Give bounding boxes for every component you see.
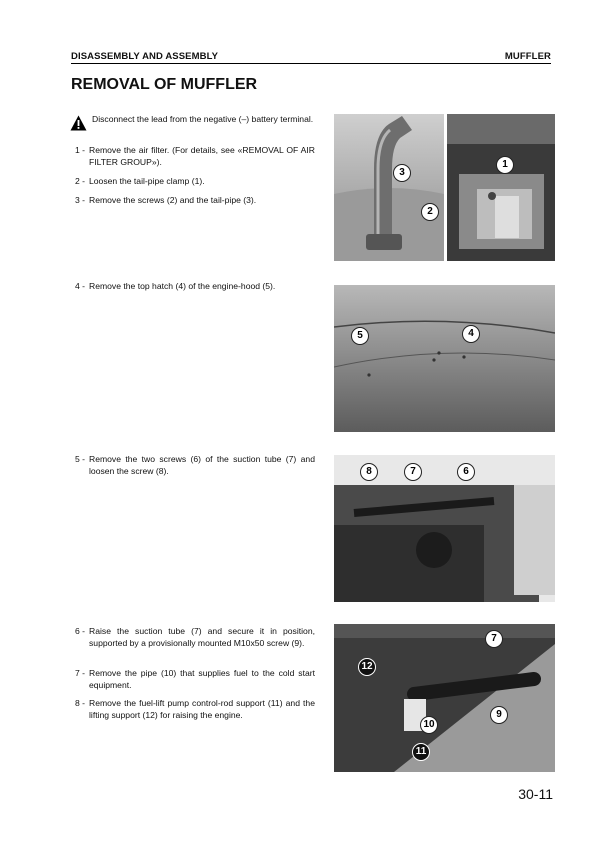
page-title: REMOVAL OF MUFFLER — [71, 76, 258, 93]
header-chapter-title: MUFFLER — [504, 51, 551, 62]
step-1 — [75, 145, 315, 168]
callout-4: 4 — [462, 325, 480, 343]
callout-3: 3 — [393, 164, 411, 182]
page-number: 30-11 — [518, 786, 553, 802]
callout-11: 11 — [412, 743, 430, 761]
step-text: Remove the top hatch (4) of the engine-hood (5). — [89, 281, 276, 291]
step-number: 5 - — [75, 454, 86, 464]
step-number: 4 - — [75, 281, 86, 291]
photo-fuel-lift-pump — [334, 624, 555, 772]
step-number: 8 - — [75, 698, 86, 708]
step-text: Raise the suction tube (7) and secure it in position, supported by a provisionally mounted M10x50 screw (9). — [89, 626, 315, 648]
step-2 — [75, 176, 315, 188]
step-number: 6 - — [75, 626, 86, 636]
photo-clamp — [447, 114, 555, 261]
step-3 — [75, 195, 315, 207]
callout-12: 12 — [358, 658, 376, 676]
callout-6: 6 — [457, 463, 475, 481]
photo-suction-tube — [334, 455, 555, 602]
callout-1: 1 — [496, 156, 514, 174]
callout-10: 10 — [420, 716, 438, 734]
step-8 — [75, 698, 315, 721]
callout-9: 9 — [490, 706, 508, 724]
callout-5: 5 — [351, 327, 369, 345]
header-rule — [71, 63, 551, 64]
step-7 — [75, 668, 315, 691]
step-text: Remove the pipe (10) that supplies fuel to the cold start equipment. — [89, 668, 315, 690]
callout-2: 2 — [421, 203, 439, 221]
photo-tail-pipe — [334, 114, 444, 261]
warning-text: Disconnect the lead from the negative (–) battery terminal. — [92, 114, 314, 124]
step-number: 3 - — [75, 195, 86, 205]
warning-triangle-icon — [70, 115, 87, 131]
step-text: Loosen the tail-pipe clamp (1). — [89, 176, 205, 186]
step-5 — [75, 454, 315, 477]
callout-7: 7 — [404, 463, 422, 481]
step-4 — [75, 281, 315, 293]
callout-7: 7 — [485, 630, 503, 648]
step-text: Remove the two screws (6) of the suction tube (7) and loosen the screw (8). — [89, 454, 315, 476]
callout-8: 8 — [360, 463, 378, 481]
step-6 — [75, 626, 315, 649]
step-text: Remove the fuel-lift pump control-rod support (11) and the lifting support (12) for raising the engine. — [89, 698, 315, 720]
step-text: Remove the air filter. (For details, see «REMOVAL OF AIR FILTER GROUP»). — [89, 145, 315, 167]
header-section-title: DISASSEMBLY AND ASSEMBLY — [71, 51, 219, 62]
step-number: 2 - — [75, 176, 86, 186]
photo-engine-hood — [334, 285, 555, 432]
step-number: 1 - — [75, 145, 86, 155]
step-text: Remove the screws (2) and the tail-pipe (3). — [89, 195, 257, 205]
step-number: 7 - — [75, 668, 86, 678]
